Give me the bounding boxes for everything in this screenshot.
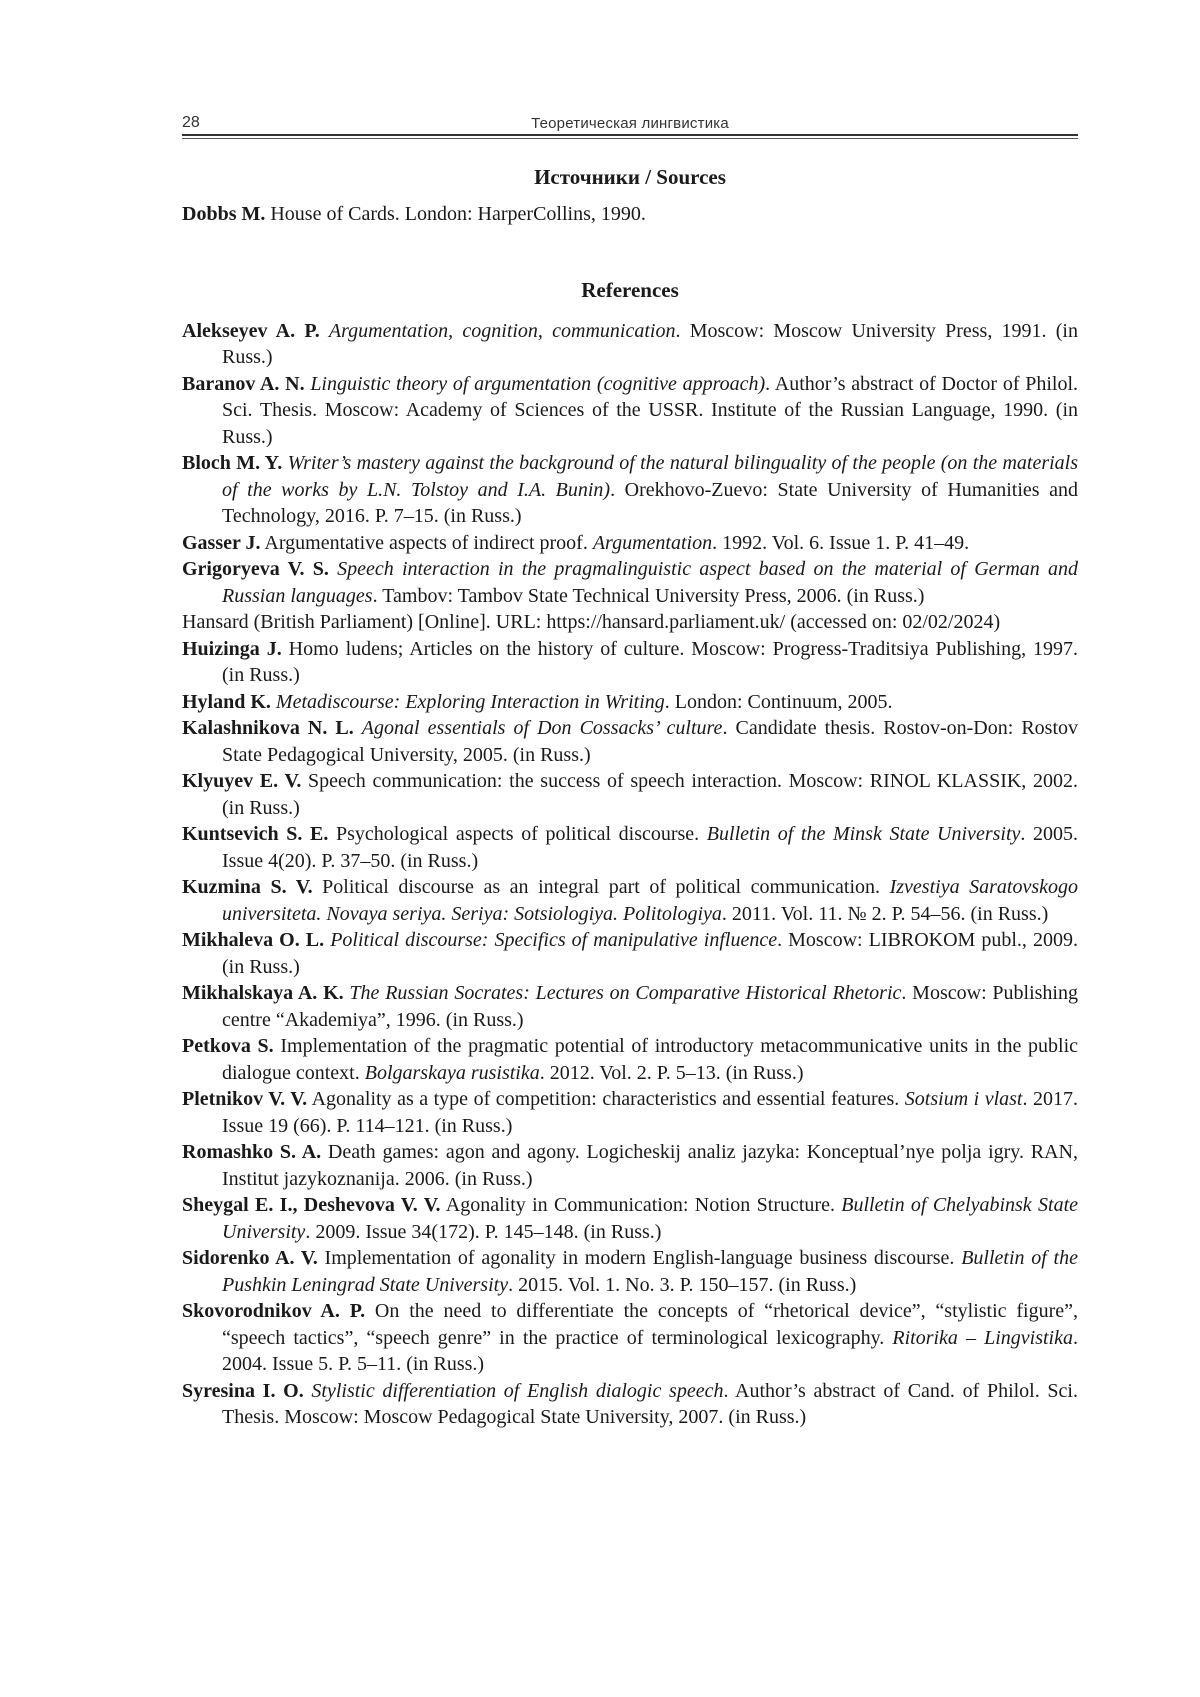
reference-author: Dobbs M.	[182, 203, 265, 225]
reference-author: Kuzmina S. V.	[182, 876, 313, 898]
sources-heading: Источники / Sources	[182, 164, 1078, 191]
reference-title: Sotsium i vlast	[905, 1088, 1023, 1110]
header-rule-thick	[182, 134, 1078, 136]
reference-author: Sidorenko A. V.	[182, 1247, 318, 1269]
reference-details: . Orekhovo-Zuevo: State University of Humanities and Technology, 2016. P. 7–15. (in Russ.)	[222, 479, 1078, 528]
reference-title: Speech interaction in the pragmalinguistic aspect based on the material of German and Russian languages	[222, 558, 1078, 607]
reference-author: Sheygal E. I., Deshevova V. V.	[182, 1194, 441, 1216]
reference-author: Romashko S. A.	[182, 1141, 321, 1163]
reference-title: Argumentation	[593, 532, 712, 554]
reference-entry	[182, 715, 1078, 768]
reference-author: Petkova S.	[182, 1035, 274, 1057]
reference-text: Psychological aspects of political discourse.	[328, 823, 706, 845]
reference-author: Kuntsevich S. E.	[182, 823, 328, 845]
reference-author: Baranov A. N.	[182, 373, 305, 395]
reference-entry	[182, 1378, 1078, 1431]
references-list	[182, 318, 1078, 1431]
reference-title: Bulletin of Chelyabinsk State University	[222, 1194, 1078, 1243]
reference-entry	[182, 450, 1078, 530]
reference-author: Hyland K.	[182, 691, 271, 713]
reference-details: House of Cards. London: HarperCollins, 1990.	[265, 203, 646, 225]
reference-entry	[182, 821, 1078, 874]
reference-entry	[182, 689, 1078, 716]
reference-title: Stylistic differentiation of English dialogic speech	[311, 1380, 723, 1402]
reference-title: Ritorika – Lingvistika	[892, 1327, 1073, 1349]
references-heading: References	[182, 277, 1078, 304]
page-content	[182, 164, 1078, 1431]
reference-title: Argumentation, cognition, communication	[329, 320, 676, 342]
reference-entry	[182, 530, 1078, 557]
reference-entry	[182, 609, 1078, 636]
reference-text: Hansard (British Parliament) [Online]. URL: https://hansard.parliament.uk/ (accessed on: 02/02/2024)	[182, 611, 1000, 633]
reference-details: . 2015. Vol. 1. No. 3. P. 150–157. (in Russ.)	[508, 1274, 856, 1296]
reference-entry	[182, 1245, 1078, 1298]
reference-details: . 2011. Vol. 11. № 2. P. 54–56. (in Russ.)	[722, 903, 1048, 925]
reference-author: Huizinga J.	[182, 638, 282, 660]
running-title: Теоретическая лингвистика	[182, 115, 1078, 132]
reference-title: Bulletin of the Minsk State University	[707, 823, 1021, 845]
reference-author: Skovorodnikov A. P.	[182, 1300, 365, 1322]
reference-title: Izvestiya Saratovskogo universiteta. Novaya seriya. Seriya: Sotsiologiya. Politologiya	[222, 876, 1078, 925]
reference-entry	[182, 874, 1078, 927]
reference-title: Political discourse: Specifics of manipulative influence	[330, 929, 777, 951]
reference-details: . Author’s abstract of Cand. of Philol. Sci. Thesis. Moscow: Moscow Pedagogical State University, 2007. (in Russ.)	[222, 1380, 1078, 1429]
reference-details: . 2012. Vol. 2. P. 5–13. (in Russ.)	[540, 1062, 804, 1084]
reference-entry	[182, 980, 1078, 1033]
reference-text: Argumentative aspects of indirect proof.	[261, 532, 593, 554]
reference-entry	[182, 1298, 1078, 1378]
reference-text: Agonality as a type of competition: characteristics and essential features.	[307, 1088, 905, 1110]
reference-text: Political discourse as an integral part of political communication.	[313, 876, 890, 898]
reference-entry	[182, 636, 1078, 689]
reference-author: Grigoryeva V. S.	[182, 558, 329, 580]
reference-text: Death games: agon and agony. Logicheskij analiz jazyka: Konceptual’nye polja igry. RAN, Institut jazykoznanija. 2006. (in Russ.)	[222, 1141, 1078, 1190]
reference-title: Bulletin of the Pushkin Leningrad State University	[222, 1247, 1078, 1296]
reference-details: . London: Continuum, 2005.	[665, 691, 893, 713]
reference-text: Agonality in Communication: Notion Structure.	[441, 1194, 842, 1216]
reference-entry	[182, 768, 1078, 821]
reference-text: Homo ludens; Articles on the history of culture. Moscow: Progress-Traditsiya Publishing, 1997. (in Russ.)	[222, 638, 1078, 687]
reference-author: Mikhalskaya A. K.	[182, 982, 344, 1004]
reference-text: Implementation of the pragmatic potential of introductory metacommunicative units in the public dialogue context.	[222, 1035, 1078, 1084]
reference-title: Bolgarskaya rusistika	[365, 1062, 540, 1084]
reference-author: Alekseyev A. P.	[182, 320, 320, 342]
reference-title: Writer’s mastery against the background of the natural bilinguality of the people (on the materials of the works by L.N. Tolstoy and I.A. Bunin)	[222, 452, 1078, 501]
reference-entry	[182, 1033, 1078, 1086]
reference-title: Linguistic theory of argumentation (cognitive approach)	[310, 373, 765, 395]
reference-title: The Russian Socrates: Lectures on Comparative Historical Rhetoric	[349, 982, 901, 1004]
reference-entry	[182, 1086, 1078, 1139]
reference-details: . 2009. Issue 34(172). P. 145–148. (in Russ.)	[305, 1221, 661, 1243]
reference-author: Kalashnikova N. L.	[182, 717, 354, 739]
reference-entry	[182, 1192, 1078, 1245]
reference-details: . 2005. Issue 4(20). P. 37–50. (in Russ.)	[222, 823, 1078, 872]
reference-details: . Moscow: Moscow University Press, 1991. (in Russ.)	[222, 320, 1078, 369]
reference-details: . 2004. Issue 5. P. 5–11. (in Russ.)	[222, 1327, 1078, 1376]
reference-details: . Moscow: Publishing centre “Akademiya”, 1996. (in Russ.)	[222, 982, 1078, 1031]
reference-details: . Moscow: LIBROKOM publ., 2009. (in Russ.)	[222, 929, 1078, 978]
reference-details: . 1992. Vol. 6. Issue 1. P. 41–49.	[712, 532, 969, 554]
reference-details: . Candidate thesis. Rostov-on-Don: Rostov State Pedagogical University, 2005. (in Russ.)	[222, 717, 1078, 766]
reference-entry	[182, 201, 1078, 228]
reference-author: Pletnikov V. V.	[182, 1088, 307, 1110]
reference-entry	[182, 927, 1078, 980]
reference-entry	[182, 318, 1078, 371]
reference-entry	[182, 556, 1078, 609]
reference-author: Gasser J.	[182, 532, 261, 554]
reference-details: . Author’s abstract of Doctor of Philol. Sci. Thesis. Moscow: Academy of Sciences of the USSR. Institute of the Russian Language, 1990. (in Russ.)	[222, 373, 1078, 448]
reference-details: . 2017. Issue 19 (66). P. 114–121. (in Russ.)	[222, 1088, 1078, 1137]
page-number: 28	[182, 114, 200, 132]
sources-list	[182, 201, 1078, 228]
reference-author: Klyuyev E. V.	[182, 770, 301, 792]
reference-text: On the need to differentiate the concepts of “rhetorical device”, “stylistic figure”, “speech tactics”, “speech genre” in the practice of terminological lexicography.	[222, 1300, 1078, 1349]
reference-title: Agonal essentials of Don Cossacks’ culture	[362, 717, 723, 739]
reference-details: . Tambov: Tambov State Technical University Press, 2006. (in Russ.)	[373, 585, 925, 607]
reference-text: Implementation of agonality in modern English-language business discourse.	[318, 1247, 961, 1269]
reference-author: Mikhaleva O. L.	[182, 929, 324, 951]
reference-author: Syresina I. O.	[182, 1380, 304, 1402]
page-header	[182, 110, 1078, 134]
reference-author: Bloch M. Y.	[182, 452, 282, 474]
reference-entry	[182, 371, 1078, 451]
reference-title: Metadiscourse: Exploring Interaction in Writing	[276, 691, 665, 713]
header-rule-thin	[182, 138, 1078, 139]
reference-text: Speech communication: the success of speech interaction. Moscow: RINOL KLASSIK, 2002. (in Russ.)	[222, 770, 1078, 819]
reference-entry	[182, 1139, 1078, 1192]
